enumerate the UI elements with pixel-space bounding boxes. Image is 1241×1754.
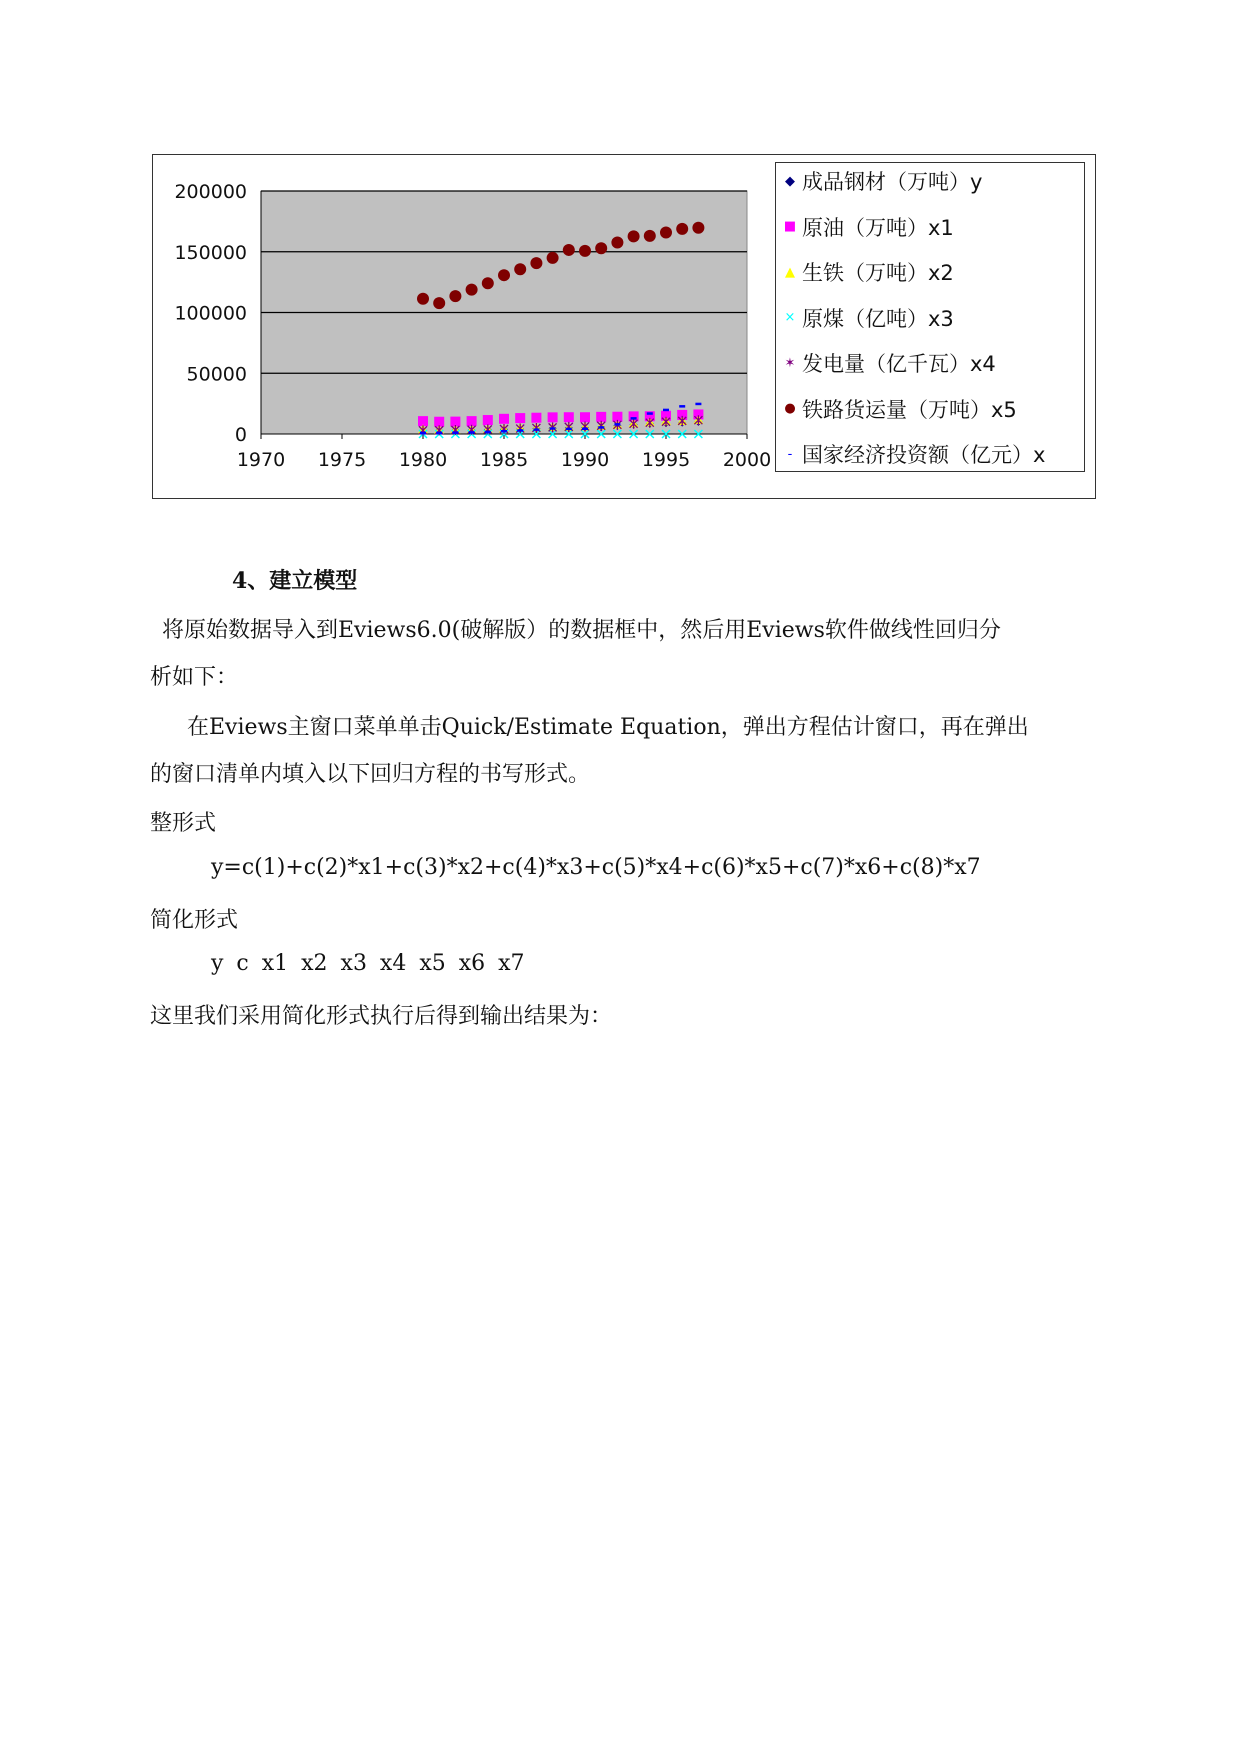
data-point [514,263,526,275]
data-point [563,244,575,256]
x-tick-label: 1970 [236,449,286,471]
legend-marker-icon: ▲ [785,264,795,280]
short-form-equation: y c x1 x2 x3 x4 x5 x6 x7 [211,951,525,976]
y-tick-label: 100000 [174,302,247,325]
y-tick-label: 150000 [174,241,247,264]
legend-item [782,257,954,287]
data-point [580,412,590,422]
data-point [598,426,604,429]
y-tick-label: 50000 [186,363,247,386]
chart-frame [152,154,1096,499]
section-heading: 4、建立模型 [232,568,358,594]
x-tick-label: 1980 [398,449,448,471]
data-point [466,284,478,296]
paragraph-2-line-2: 的窗口清单内填入以下回归方程的书写形式。 [150,762,591,787]
data-point [548,412,558,422]
data-point [550,427,556,430]
legend-label: 铁路货运量（万吨）x5 [802,397,1017,422]
data-point [449,290,461,302]
data-point [452,432,458,435]
paragraph-2-line-1: 在Eviews主窗口菜单单击Quick/Estimate Equation，弹出方程估计窗口，再在弹出 [187,715,1029,740]
legend-marker-icon: ● [784,401,796,416]
data-point [515,413,525,423]
data-point [469,431,475,434]
data-point [611,236,623,248]
data-point [644,230,656,242]
legend-item [782,303,954,333]
data-point [582,428,588,431]
full-form-label: 整形式 [150,811,217,836]
legend-marker-icon: × [784,310,796,325]
data-point [595,242,607,254]
data-point [676,223,688,235]
data-point [498,269,510,281]
closing-line: 这里我们采用简化形式执行后得到输出结果为： [150,1004,613,1029]
data-point [596,412,606,422]
legend-marker-icon: ◆ [785,173,795,189]
data-point [530,257,542,269]
scatter-chart [153,155,773,495]
x-tick-label: 1995 [641,449,691,471]
data-point [564,412,574,422]
legend-marker-icon: ✶ [784,355,796,371]
legend-marker-icon: ■ [783,219,797,234]
short-form-label: 简化形式 [150,908,239,933]
y-tick-label: 0 [234,424,247,446]
data-point [499,414,509,424]
x-tick-label: 1990 [560,449,610,471]
x-tick-label: 1985 [479,449,529,471]
legend-item [782,166,982,196]
legend-label: 生铁（万吨）x2 [802,261,954,285]
data-point [501,430,507,433]
data-point [566,428,572,431]
data-point [531,413,541,423]
y-tick-label: 200000 [174,181,247,203]
data-point [420,432,426,435]
data-point [614,423,620,426]
legend-label: 原煤（亿吨）x3 [802,306,954,331]
data-point [579,245,591,257]
full-form-equation: y=c(1)+c(2)*x1+c(3)*x2+c(4)*x3+c(5)*x4+c(6)*x5+c(7)*x6+c(8)*x7 [211,855,981,880]
legend-item [782,439,1045,469]
data-point [663,409,669,412]
data-point [631,417,637,420]
legend-item [782,212,954,242]
legend-label: 国家经济投资额（亿元）x [802,443,1046,467]
data-point [417,293,429,305]
legend-label: 发电量（亿千瓦）x4 [802,352,996,376]
x-tick-label: 2000 [722,449,772,471]
data-point [547,252,559,264]
x-tick-label: 1975 [317,449,367,471]
paragraph-1-line-2: 析如下： [150,665,239,690]
data-point [517,429,523,432]
chart-legend [775,162,1085,472]
data-point [695,403,701,406]
data-point [485,431,491,434]
data-point [433,297,445,309]
data-point [533,428,539,431]
data-point [679,405,685,408]
data-point [436,432,442,435]
paragraph-1-line-1: 将原始数据导入到Eviews6.0(破解版）的数据框中，然后用Eviews软件做线性回归分 [162,618,1001,643]
data-point [628,230,640,242]
legend-item [782,394,1017,424]
data-point [482,277,494,289]
data-point [647,412,653,415]
data-point [483,415,493,425]
legend-label: 原油（万吨）x1 [802,215,954,240]
legend-item [782,348,996,378]
legend-label: 成品钢材（万吨）y [802,170,983,194]
data-point [692,222,704,234]
data-point [660,226,672,238]
legend-marker-icon: - [787,446,793,462]
